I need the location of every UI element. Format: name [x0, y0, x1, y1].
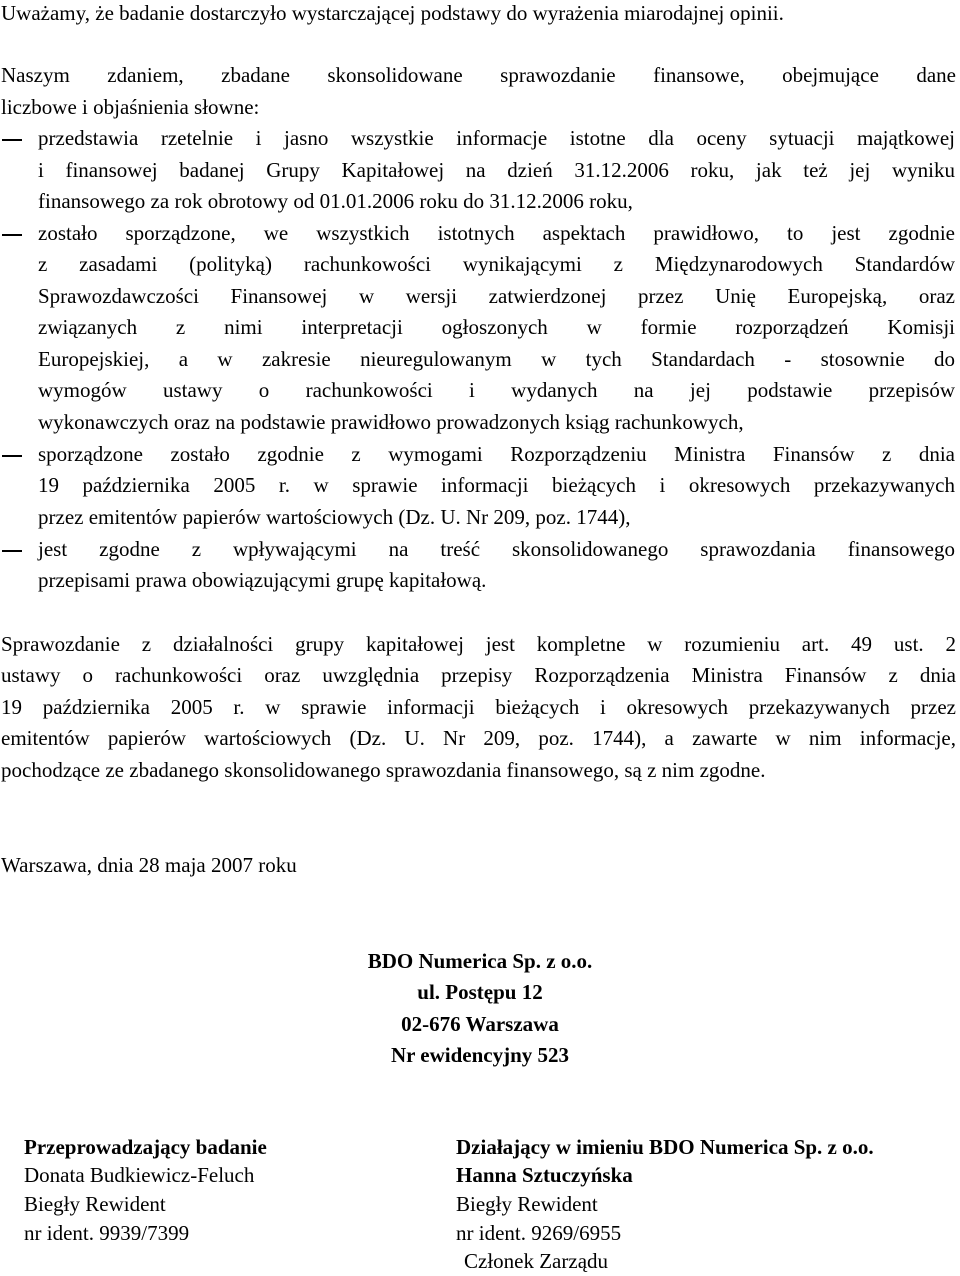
bullet-line: związanych z nimi interpretacji ogłoszonych w formie rozporządzeń Komisji	[38, 315, 955, 339]
signatory-left-role: Przeprowadzający badanie	[24, 1135, 267, 1159]
bullet-line: finansowego za rok obrotowy od 01.01.2006 roku do 31.12.2006 roku,	[38, 189, 633, 213]
signatory-right-name: Hanna Sztuczyńska	[456, 1163, 633, 1187]
opinion-paragraph-line: Naszym zdaniem, zbadane skonsolidowane sprawozdanie finansowe, obejmujące dane	[1, 63, 956, 87]
signatory-right-role: Działający w imieniu BDO Numerica Sp. z o.o.	[456, 1135, 874, 1159]
opinion-intro: Uważamy, że badanie dostarczyło wystarczającej podstawy do wyrażenia miarodajnej opinii.	[1, 1, 784, 25]
bullet-line: przedstawia rzetelnie i jasno wszystkie informacje istotne dla oceny sytuacji majątkowej	[38, 126, 955, 150]
bullet-line: wykonawczych oraz na podstawie prawidłowo prowadzonych ksiąg rachunkowych,	[38, 410, 744, 434]
opinion-paragraph-line: liczbowe i objaśnienia słowne:	[1, 95, 260, 119]
dash-bullet-marker	[2, 550, 22, 552]
bullet-line: 19 października 2005 r. w sprawie informacji bieżących i okresowych przekazywanych	[38, 473, 955, 497]
signatory-left-ident: nr ident. 9939/7399	[24, 1221, 190, 1245]
report-paragraph-line: emitentów papierów wartościowych (Dz. U. Nr 209, poz. 1744), a zawarte w nim informacje,	[1, 726, 956, 750]
signatory-left-title: Biegły Rewident	[24, 1192, 166, 1216]
signatory-left-name: Donata Budkiewicz-Feluch	[24, 1163, 255, 1187]
bullet-line: Sprawozdawczości Finansowej w wersji zatwierdzonej przez Unię Europejską, oraz	[38, 284, 955, 308]
report-paragraph-line: 19 października 2005 r. w sprawie informacji bieżących i okresowych przekazywanych przez	[1, 695, 956, 719]
firm-registry: Nr ewidencyjny 523	[390, 1043, 570, 1067]
report-paragraph-line: pochodzące ze zbadanego skonsolidowanego sprawozdania finansowego, są z nim zgodne.	[1, 758, 766, 782]
dash-bullet-marker	[2, 139, 22, 141]
bullet-line: i finansowej badanej Grupy Kapitałowej na dzień 31.12.2006 roku, jak też jej wyniku	[38, 158, 955, 182]
dash-bullet-marker	[2, 455, 22, 457]
signatory-right-position: Członek Zarządu	[464, 1249, 609, 1273]
firm-city: 02-676 Warszawa	[401, 1012, 559, 1036]
bullet-line: sporządzone zostało zgodnie z wymogami Rozporządzeniu Ministra Finansów z dnia	[38, 442, 955, 466]
bullet-line: jest zgodne z wpływającymi na treść skonsolidowanego sprawozdania finansowego	[38, 537, 955, 561]
bullet-line: zostało sporządzone, we wszystkich istotnych aspektach prawidłowo, to jest zgodnie	[38, 221, 955, 245]
report-paragraph-line: ustawy o rachunkowości oraz uwzględnia przepisy Rozporządzenia Ministra Finansów z dnia	[1, 663, 956, 687]
place-date: Warszawa, dnia 28 maja 2007 roku	[1, 853, 297, 877]
signatory-right-ident: nr ident. 9269/6955	[456, 1221, 622, 1245]
firm-name: BDO Numerica Sp. z o.o.	[367, 949, 593, 973]
report-paragraph-line: Sprawozdanie z działalności grupy kapitałowej jest kompletne w rozumieniu art. 49 ust. 2	[1, 632, 956, 656]
dash-bullet-marker	[2, 234, 22, 236]
bullet-line: przez emitentów papierów wartościowych (Dz. U. Nr 209, poz. 1744),	[38, 505, 631, 529]
bullet-line: wymogów ustawy o rachunkowości i wydanych na jej podstawie przepisów	[38, 378, 955, 402]
firm-street: ul. Postępu 12	[417, 980, 543, 1004]
bullet-line: z zasadami (polityką) rachunkowości wynikającymi z Międzynarodowych Standardów	[38, 252, 955, 276]
bullet-line: przepisami prawa obowiązującymi grupę kapitałową.	[38, 568, 487, 592]
signatory-right-title: Biegły Rewident	[456, 1192, 598, 1216]
bullet-line: Europejskiej, a w zakresie nieuregulowanym w tych Standardach - stosownie do	[38, 347, 955, 371]
